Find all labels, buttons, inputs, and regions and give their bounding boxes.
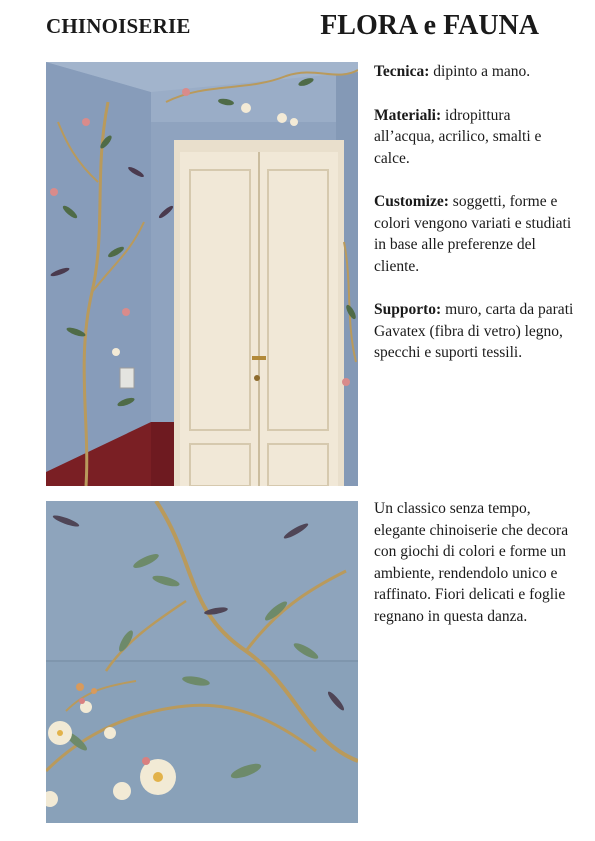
page-title: FLORA e FAUNA bbox=[320, 10, 539, 41]
spec-tecnica bbox=[374, 61, 574, 83]
spec-label: Customize: bbox=[374, 193, 449, 210]
spec-label: Tecnica: bbox=[374, 63, 430, 80]
spec-label: Materiali: bbox=[374, 106, 442, 124]
mural-detail-photo bbox=[46, 501, 358, 823]
specs-list bbox=[374, 61, 574, 386]
spec-text: muro, carta da parati Gavatex (fibra di vetro) legno, specchi e suporti tessili. bbox=[374, 301, 574, 361]
room-door-photo bbox=[46, 62, 358, 486]
spec-supporto bbox=[374, 299, 574, 364]
spec-text: dipinto a mano. bbox=[429, 63, 531, 80]
spec-label: Supporto: bbox=[374, 301, 442, 318]
description-paragraph: Un classico senza tempo, elegante chinoiserie che decora con giochi di colori e forme un ambiente, rendendolo unico e raffinato. Fiori delicati e foglie regnano in questa danza. bbox=[374, 500, 569, 625]
spec-text: soggetti, forme e colori vengono variati e studiati in base alle preferenze del cliente. bbox=[374, 193, 572, 275]
category-heading: CHINOISERIE bbox=[46, 14, 191, 38]
spec-text: idropittura all’acqua, acrilico, smalti e calce. bbox=[374, 106, 542, 167]
spec-customize bbox=[374, 191, 574, 277]
spec-materiali bbox=[374, 105, 574, 170]
